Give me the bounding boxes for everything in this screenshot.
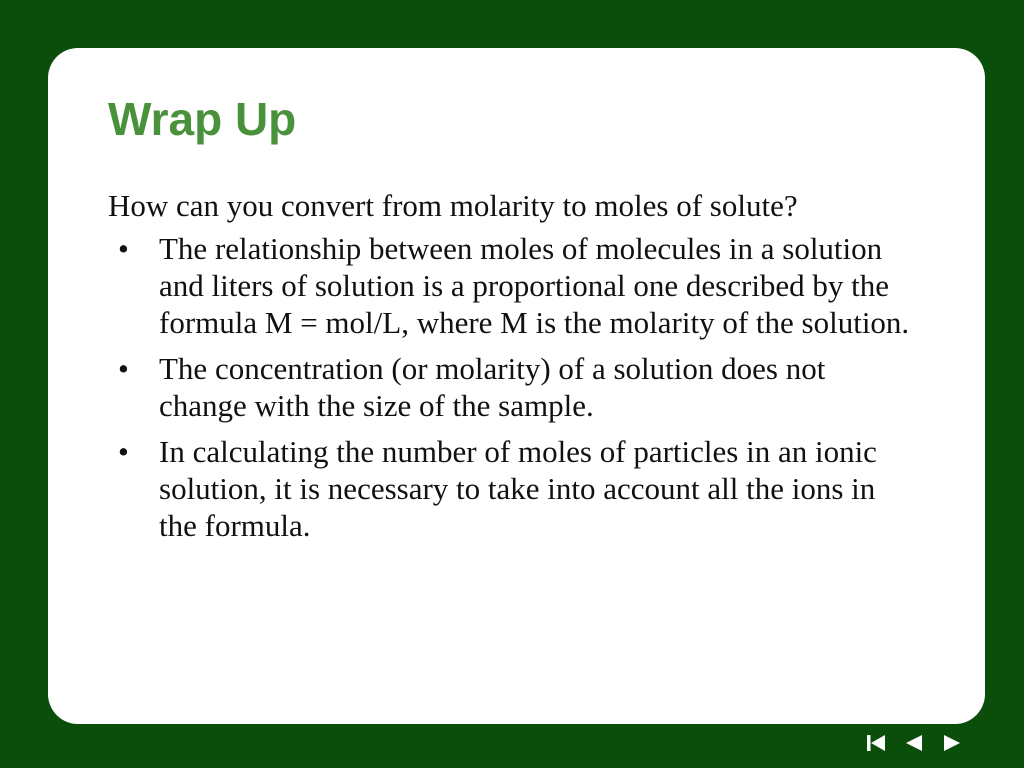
skip-to-start-icon xyxy=(866,734,886,752)
slide-title: Wrap Up xyxy=(108,93,297,145)
bullet-text: In calculating the number of moles of particles in an ionic solution, it is necessary to take into account all the ions in the formula. xyxy=(159,434,877,543)
bullet-item xyxy=(108,433,918,544)
bullet-item xyxy=(108,350,918,424)
slide-question: How can you convert from molarity to moles of solute? xyxy=(108,188,798,223)
previous-icon xyxy=(905,735,923,751)
next-slide-button[interactable] xyxy=(940,732,964,754)
bullet-dot-icon: • xyxy=(118,434,129,469)
bullet-list xyxy=(108,230,918,544)
next-icon xyxy=(943,735,961,751)
navigation-bar xyxy=(864,732,964,754)
bullet-text: The concentration (or molarity) of a solution does not change with the size of the sample. xyxy=(159,351,826,423)
slide-body xyxy=(108,187,918,553)
first-slide-button[interactable] xyxy=(864,732,888,754)
bullet-dot-icon: • xyxy=(118,351,129,386)
bullet-text: The relationship between moles of molecules in a solution and liters of solution is a proportional one described by the formula M = mol/L, where M is the molarity of the solution. xyxy=(159,231,910,340)
previous-slide-button[interactable] xyxy=(902,732,926,754)
bullet-dot-icon: • xyxy=(118,231,129,266)
bullet-item xyxy=(108,230,918,341)
